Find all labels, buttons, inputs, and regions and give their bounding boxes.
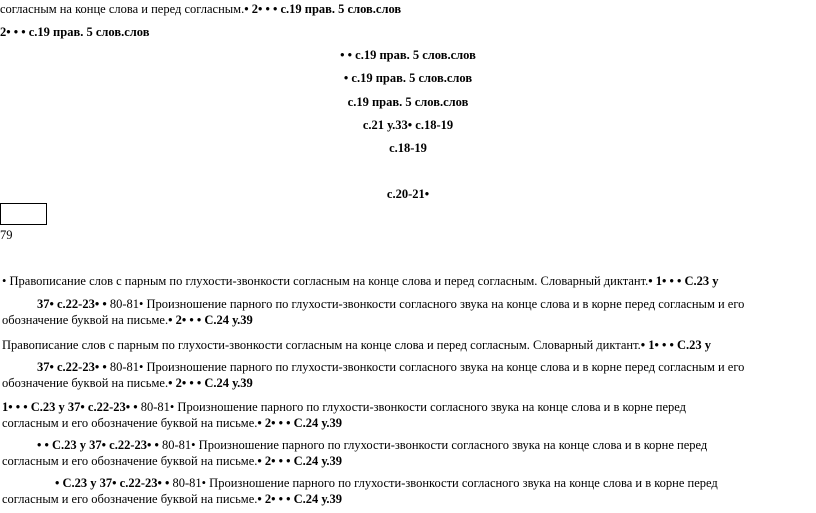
- block4-ref2: • 2• • • С.24 у.39: [257, 454, 343, 468]
- center-line-6: с.20-21•: [386, 187, 430, 201]
- block4-desc: • Произношение парного по глухости-звонкости согласного звука на конце слова и в корне перед: [191, 438, 708, 452]
- center-line-1: • • с.19 прав. 5 слов.слов: [340, 48, 476, 62]
- block2-title: Правописание слов с парным по глухости-звонкости согласным на конце слова и перед согласным. Словарный диктант.: [2, 338, 641, 352]
- block4-pages: 80-81: [158, 438, 192, 452]
- block3-line1: [2, 400, 686, 415]
- center-line-2: • с.19 прав. 5 слов.слов: [343, 71, 473, 85]
- top-line-2: 2• • • с.19 прав. 5 слов.слов: [0, 25, 150, 39]
- block1-pages: 80-81: [106, 297, 140, 311]
- block3-pages: 80-81: [137, 400, 170, 414]
- page-number: 79: [0, 228, 13, 242]
- block2-desc: • Произношение парного по глухости-звонкости согласного звука на конце слова и в корне перед согласным и его: [139, 360, 745, 374]
- block2-line3: [2, 376, 253, 391]
- block1-ref3: • 2• • • С.24 у.39: [168, 313, 253, 327]
- block2-ref2: 37• с.22-23• •: [37, 360, 107, 374]
- block5-line1: [55, 476, 718, 491]
- block5-ref2: • 2• • • С.24 у.39: [257, 492, 343, 506]
- block3-desc: • Произношение парного по глухости-звонкости согласного звука на конце слова и в корне перед: [169, 400, 687, 414]
- block1-ref: • 1• • • С.23 у: [648, 274, 719, 288]
- block2-ref3: • 2• • • С.24 у.39: [168, 376, 253, 390]
- empty-box: [0, 203, 47, 225]
- block1-ref2: 37• с.22-23• •: [37, 297, 107, 311]
- block1-line2: [37, 297, 744, 312]
- block1-line3: [2, 313, 253, 328]
- block3-line2: [2, 416, 342, 431]
- block5-line2: [2, 492, 342, 507]
- block2-desc-end: обозначение буквой на письме.: [2, 376, 169, 390]
- block2-ref: • 1• • • С.23 у: [640, 338, 712, 352]
- block3-ref: 1• • • С.23 у 37• с.22-23• •: [2, 400, 138, 414]
- block4-line1: [37, 438, 707, 453]
- block2-line2: [37, 360, 744, 375]
- block4-line2: [2, 454, 342, 469]
- center-line-5: с.18-19: [389, 141, 427, 155]
- top-line-1-text: согласным на конце слова и перед согласным.: [0, 2, 245, 16]
- center-line-4: с.21 у.33• с.18-19: [362, 118, 454, 132]
- center-line-3: с.19 прав. 5 слов.слов: [347, 95, 469, 109]
- block4-desc-end: согласным и его обозначение буквой на письме.: [2, 454, 258, 468]
- block1-desc-end: обозначение буквой на письме.: [2, 313, 169, 327]
- block1-title: • Правописание слов с парным по глухости-звонкости согласным на конце слова и перед согласным. Словарный диктант.: [2, 274, 649, 288]
- block5-ref: • С.23 у 37• с.22-23• •: [55, 476, 170, 490]
- block5-pages: 80-81: [169, 476, 202, 490]
- block4-ref: • • С.23 у 37• с.22-23• •: [37, 438, 159, 452]
- block1-line1: [2, 274, 719, 289]
- block5-desc-end: согласным и его обозначение буквой на письме.: [2, 492, 258, 506]
- top-line-1: [0, 2, 401, 17]
- block3-ref2: • 2• • • С.24 у.39: [257, 416, 343, 430]
- block1-desc: • Произношение парного по глухости-звонкости согласного звука на конце слова и в корне перед согласным и его: [139, 297, 745, 311]
- block2-pages: 80-81: [106, 360, 140, 374]
- block2-line1: [2, 338, 711, 353]
- block3-desc-end: согласным и его обозначение буквой на письме.: [2, 416, 258, 430]
- block5-desc: • Произношение парного по глухости-звонкости согласного звука на конце слова и в корне перед: [201, 476, 718, 490]
- top-line-1-ref: • 2• • • с.19 прав. 5 слов.слов: [244, 2, 402, 16]
